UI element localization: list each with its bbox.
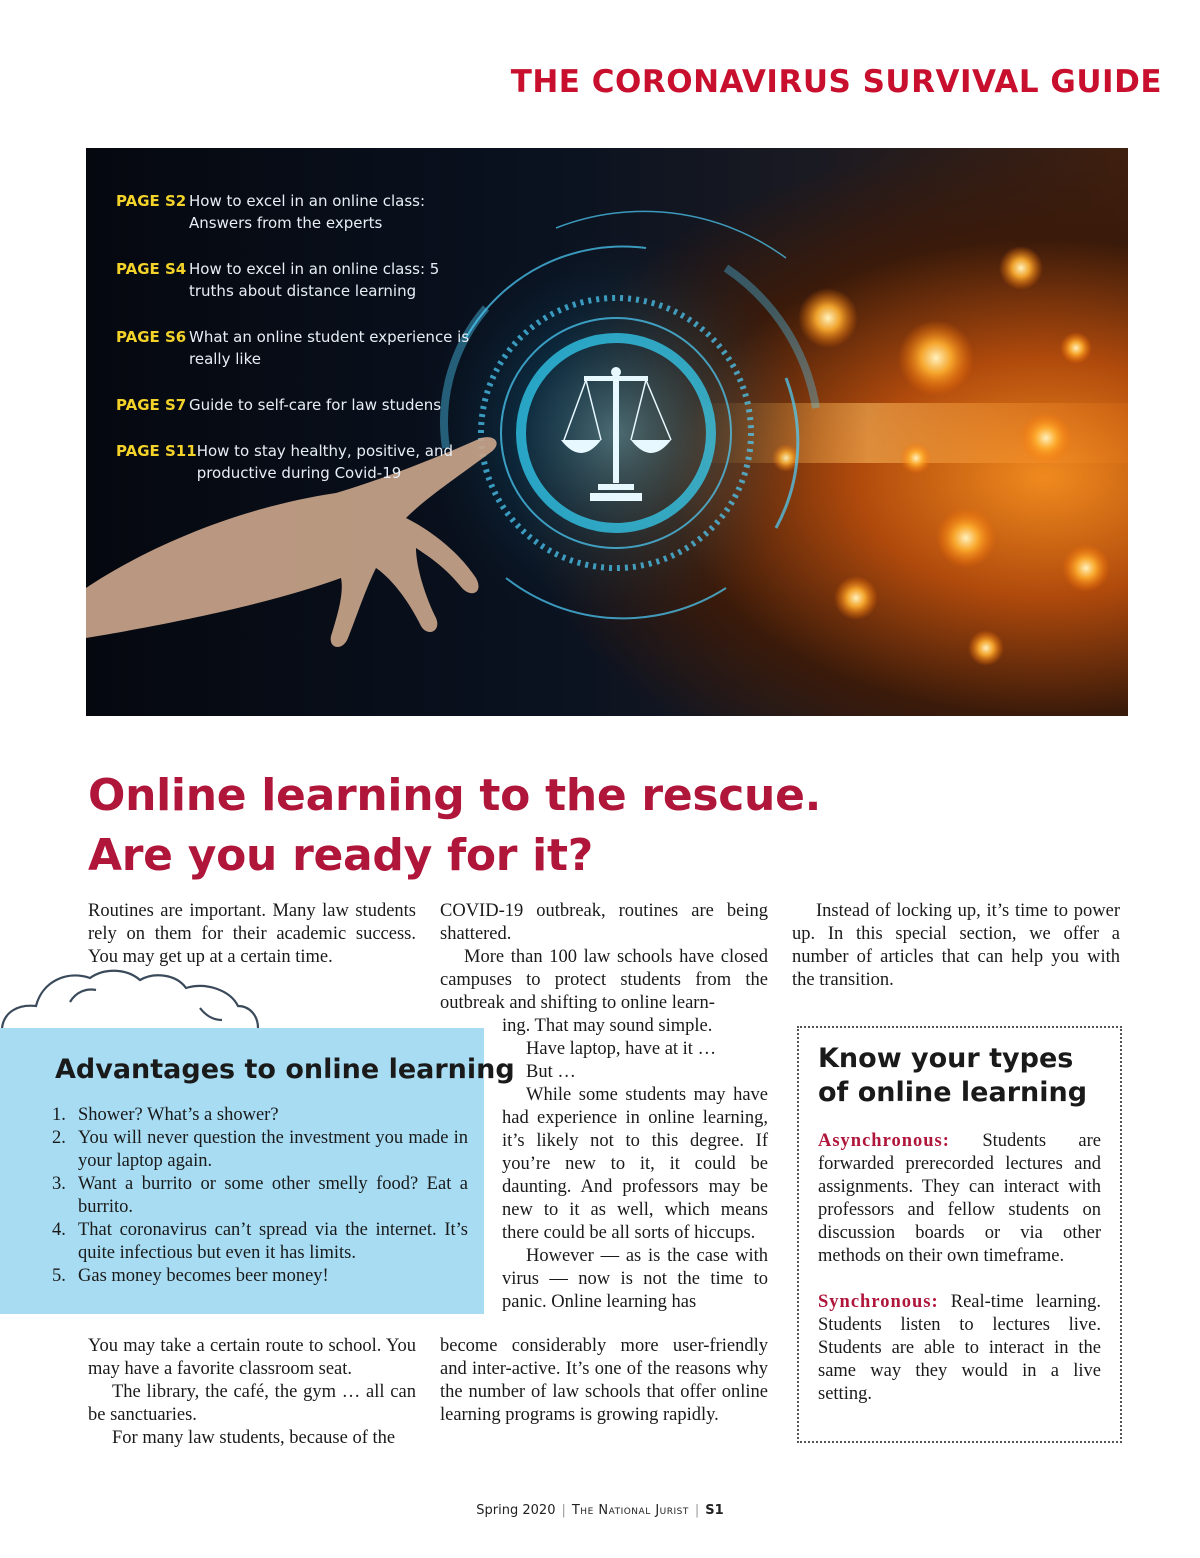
toc-item[interactable] — [116, 394, 476, 416]
term-label: Synchronous: — [818, 1292, 939, 1312]
headline-line-1: Online learning to the rescue. — [88, 770, 822, 821]
toc-title: How to stay healthy, positive, and productive during Covid-19 — [196, 442, 454, 482]
list-item: 2. You will never question the investment you made in your laptop again. — [52, 1128, 468, 1171]
table-of-contents — [116, 190, 476, 508]
box-body — [818, 1130, 1101, 1406]
paragraph: The library, the café, the gym … all can be sanctuaries. — [88, 1382, 416, 1425]
definition-asynchronous: Asynchronous: Students are forwarded prerecorded lectures and assignments. They can interact with professors and fellow students on discussion boards or via other methods on their own timeframe. — [818, 1131, 1102, 1266]
article-headline — [88, 766, 988, 886]
article-column-2-bottom — [440, 1335, 768, 1427]
toc-page-number: PAGE S6 — [116, 328, 187, 346]
definition-synchronous: Synchronous: Real-time learning. Students listen to lectures live. Students are able to interact in the same way they would in a live setting. — [818, 1292, 1101, 1404]
paragraph: More than 100 law schools have closed campuses to protect students from the outbreak and shifting to online learn- — [440, 947, 768, 1013]
advantages-list — [52, 1104, 468, 1288]
section-title: THE CORONAVIRUS SURVIVAL GUIDE — [510, 64, 1162, 100]
list-item: 3. Want a burrito or some other smelly food? Eat a burrito. — [52, 1174, 468, 1217]
toc-title: What an online student experience is really like — [189, 328, 470, 368]
article-column-1-top — [88, 900, 416, 969]
headline-line-2: Are you ready for it? — [88, 830, 593, 881]
article-column-2-middle — [502, 1015, 768, 1314]
paragraph: become considerably more user-friendly and inter-active. It’s one of the reasons why the number of law schools that offer online learning programs is growing rapidly. — [440, 1336, 768, 1425]
paragraph: While some students may have had experience in online learning, it’s likely not to this degree. If you’re new to it, it could be daunting. And professors may be new to it as well, which means there could be all sorts of hiccups. — [502, 1085, 768, 1243]
article-column-1-bottom — [88, 1335, 416, 1450]
toc-title: How to excel in an online class: 5 truths about distance learning — [189, 260, 440, 300]
paragraph: But … — [526, 1062, 576, 1082]
hero-image — [86, 148, 1128, 716]
toc-item[interactable] — [116, 190, 476, 234]
toc-title: How to excel in an online class: Answers from the experts — [189, 192, 426, 232]
paragraph: For many law students, because of the — [112, 1428, 396, 1448]
toc-page-number: PAGE S11 — [116, 442, 197, 460]
paragraph: COVID-19 outbreak, routines are being shattered. — [440, 901, 768, 944]
article-column-2-top — [440, 900, 768, 1015]
page-footer: Spring 2020 | The National Jurist | S1 — [476, 1503, 724, 1518]
term-label: Asynchronous: — [818, 1131, 950, 1151]
types-of-learning-box — [797, 1026, 1122, 1443]
paragraph: Routines are important. Many law students rely on them for their academic success. You may get up at a certain time. — [88, 901, 416, 967]
publication-name: The National Jurist — [571, 1503, 689, 1518]
list-item: 1. Shower? What’s a shower? — [52, 1105, 279, 1125]
advantages-sidebar — [0, 1028, 515, 1314]
sidebar-title: Advantages to online learning — [55, 1054, 515, 1085]
toc-item[interactable] — [116, 440, 476, 484]
list-item: 4. That coronavirus can’t spread via the internet. It’s quite infectious but even it has limits. — [52, 1220, 468, 1263]
paragraph: ing. That may sound simple. — [502, 1016, 713, 1036]
page-number: S1 — [705, 1503, 724, 1518]
paragraph: You may take a certain route to school. You may have a favorite classroom seat. — [88, 1336, 416, 1379]
article-column-3 — [792, 900, 1120, 992]
toc-page-number: PAGE S2 — [116, 192, 187, 210]
paragraph: However — as is the case with virus — now is not the time to panic. Online learning has — [502, 1246, 768, 1312]
paragraph: Instead of locking up, it’s time to power up. In this special section, we offer a number of articles that can help you with the transition. — [792, 901, 1120, 990]
toc-item[interactable] — [116, 326, 476, 370]
toc-page-number: PAGE S4 — [116, 260, 187, 278]
issue-season: Spring 2020 — [476, 1503, 556, 1518]
toc-item[interactable] — [116, 258, 476, 302]
paragraph: Have laptop, have at it … — [526, 1039, 717, 1059]
toc-page-number: PAGE S7 — [116, 396, 187, 414]
list-item: 5. Gas money becomes beer money! — [52, 1266, 329, 1286]
toc-title: Guide to self-care for law studens — [189, 396, 442, 414]
box-title: Know your types of online learning — [818, 1043, 1088, 1108]
cloud-icon — [0, 960, 300, 1032]
